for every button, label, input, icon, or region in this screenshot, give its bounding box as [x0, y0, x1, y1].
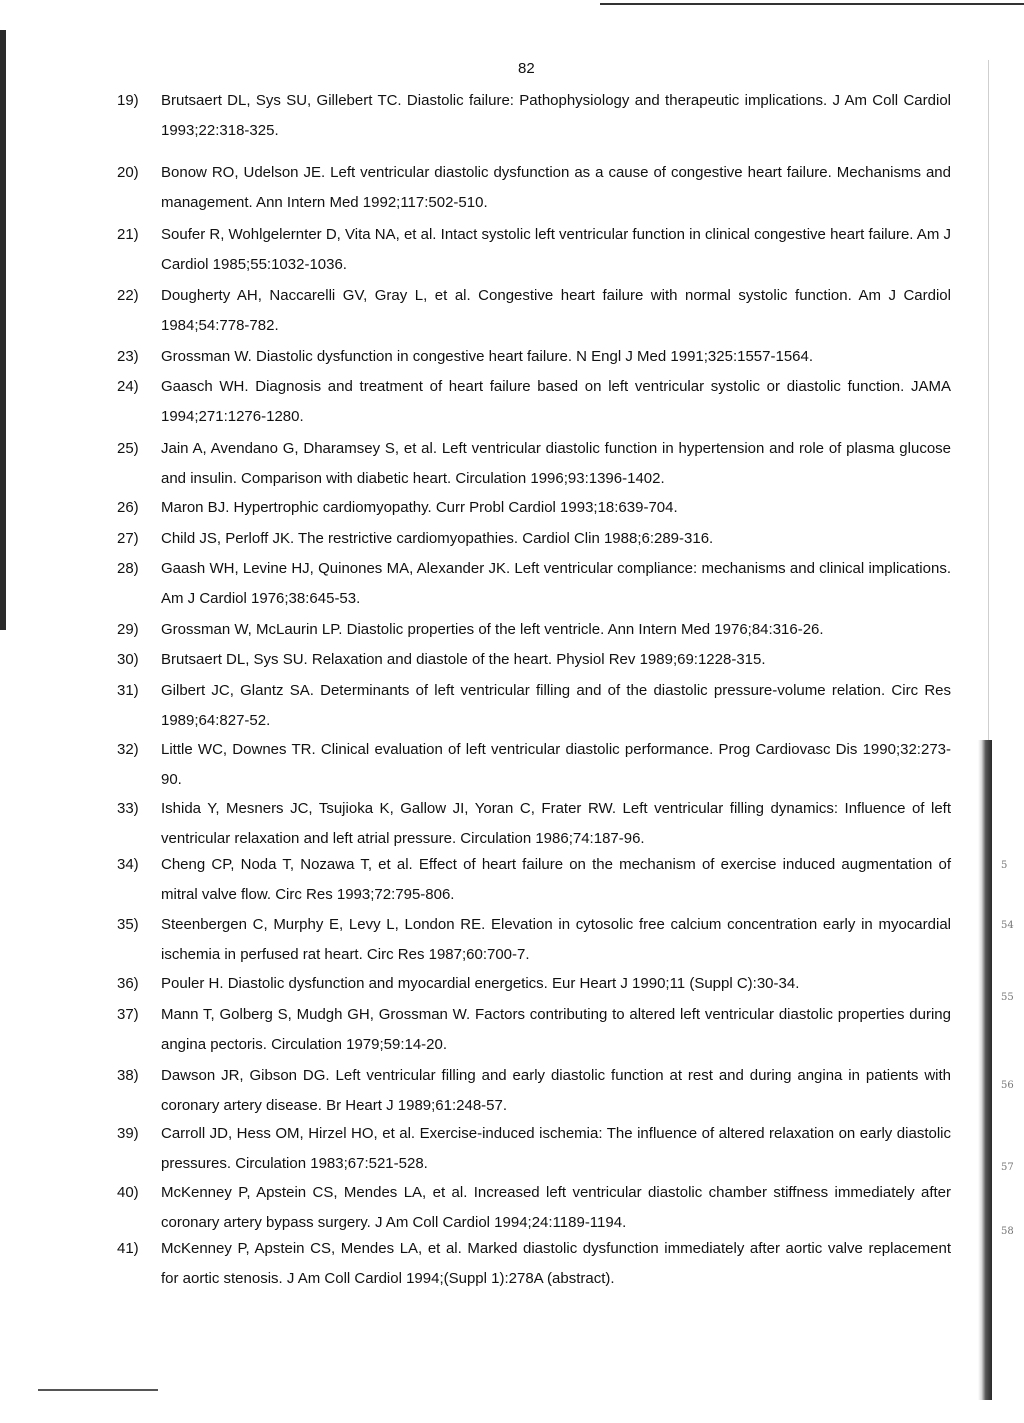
reference-number: 37): [117, 1006, 139, 1023]
reference-number: 39): [117, 1125, 139, 1142]
reference-number: 35): [117, 916, 139, 933]
reference-text: Jain A, Avendano G, Dharamsey S, et al. Left ventricular diastolic function in hypertension and role of plasma glucose and insulin. Comparison with diabetic heart. Circulation 1996;93:1396-1402.: [161, 440, 951, 487]
scan-artifact-bottom-rule: [38, 1389, 158, 1391]
reference-text: Brutsaert DL, Sys SU, Gillebert TC. Diastolic failure: Pathophysiology and therapeutic implications. J Am Coll Cardiol 1993;22:318-325.: [161, 92, 951, 139]
reference-text: Pouler H. Diastolic dysfunction and myocardial energetics. Eur Heart J 1990;11 (Suppl C):30-34.: [161, 975, 800, 992]
reference-number: 26): [117, 499, 139, 516]
reference-number: 25): [117, 440, 139, 457]
reference-number: 34): [117, 856, 139, 873]
reference-text: Grossman W, McLaurin LP. Diastolic properties of the left ventricle. Ann Intern Med 1976;84:316-26.: [161, 621, 824, 638]
scan-artifact-top-line: [600, 3, 1024, 5]
reference-text: Brutsaert DL, Sys SU. Relaxation and diastole of the heart. Physiol Rev 1989;69:1228-315.: [161, 651, 766, 668]
reference-text: Carroll JD, Hess OM, Hirzel HO, et al. Exercise-induced ischemia: The influence of altered relaxation on early diastolic pressures. Circulation 1983;67:521-528.: [161, 1125, 951, 1172]
reference-text: Child JS, Perloff JK. The restrictive cardiomyopathies. Cardiol Clin 1988;6:289-316.: [161, 530, 714, 547]
margin-mark: 56: [1001, 1080, 1014, 1091]
reference-number: 24): [117, 378, 139, 395]
scan-artifact-right-line: [988, 60, 989, 740]
scan-artifact-left-bar: [0, 30, 6, 630]
reference-text: Gilbert JC, Glantz SA. Determinants of left ventricular filling and of the diastolic pressure-volume relation. Circ Res 1989;64:827-52.: [161, 682, 951, 729]
margin-mark: 57: [1001, 1162, 1014, 1173]
reference-number: 20): [117, 164, 139, 181]
reference-number: 19): [117, 92, 139, 109]
reference-number: 41): [117, 1240, 139, 1257]
reference-number: 32): [117, 741, 139, 758]
margin-mark: 58: [1001, 1226, 1014, 1237]
reference-number: 29): [117, 621, 139, 638]
reference-text: Maron BJ. Hypertrophic cardiomyopathy. Curr Probl Cardiol 1993;18:639-704.: [161, 499, 678, 516]
page-number: 82: [518, 60, 535, 77]
reference-number: 40): [117, 1184, 139, 1201]
reference-text: McKenney P, Apstein CS, Mendes LA, et al. Increased left ventricular diastolic chamber stiffness immediately after coronary artery bypass surgery. J Am Coll Cardiol 1994;24:1189-1194.: [161, 1184, 951, 1231]
reference-text: Cheng CP, Noda T, Nozawa T, et al. Effect of heart failure on the mechanism of exercise induced augmentation of mitral valve flow. Circ Res 1993;72:795-806.: [161, 856, 951, 903]
reference-number: 23): [117, 348, 139, 365]
reference-number: 28): [117, 560, 139, 577]
reference-text: Soufer R, Wohlgelernter D, Vita NA, et al. Intact systolic left ventricular function in clinical congestive heart failure. Am J Cardiol 1985;55:1032-1036.: [161, 226, 951, 273]
reference-text: Dougherty AH, Naccarelli GV, Gray L, et al. Congestive heart failure with normal systolic function. Am J Cardiol 1984;54:778-782.: [161, 287, 951, 334]
margin-mark: 55: [1001, 992, 1014, 1003]
reference-text: McKenney P, Apstein CS, Mendes LA, et al. Marked diastolic dysfunction immediately after aortic valve replacement for aortic stenosis. J Am Coll Cardiol 1994;(Suppl 1):278A (abstract).: [161, 1240, 951, 1287]
reference-text: Dawson JR, Gibson DG. Left ventricular filling and early diastolic function at rest and during angina in patients with coronary artery disease. Br Heart J 1989;61:248-57.: [161, 1067, 951, 1114]
reference-text: Gaasch WH. Diagnosis and treatment of heart failure based on left ventricular systolic or diastolic function. JAMA 1994;271:1276-1280.: [161, 378, 951, 425]
reference-text: Mann T, Golberg S, Mudgh GH, Grossman W. Factors contributing to altered left ventricular diastolic properties during angina pectoris. Circulation 1979;59:14-20.: [161, 1006, 951, 1053]
reference-number: 30): [117, 651, 139, 668]
scan-artifact-right-edge: [978, 740, 992, 1400]
reference-number: 38): [117, 1067, 139, 1084]
reference-number: 33): [117, 800, 139, 817]
margin-mark: 54: [1001, 920, 1014, 931]
reference-number: 36): [117, 975, 139, 992]
reference-text: Grossman W. Diastolic dysfunction in congestive heart failure. N Engl J Med 1991;325:1557-1564.: [161, 348, 814, 365]
reference-text: Steenbergen C, Murphy E, Levy L, London RE. Elevation in cytosolic free calcium concentration early in myocardial ischemia in perfused rat heart. Circ Res 1987;60:700-7.: [161, 916, 951, 963]
margin-mark: 5: [1001, 860, 1008, 871]
reference-number: 27): [117, 530, 139, 547]
reference-text: Ishida Y, Mesners JC, Tsujioka K, Gallow JI, Yoran C, Frater RW. Left ventricular filling dynamics: Influence of left ventricular relaxation and left atrial pressure. Circulation 1986;74:187-96.: [161, 800, 951, 847]
reference-text: Gaash WH, Levine HJ, Quinones MA, Alexander JK. Left ventricular compliance: mechanisms and clinical implications. Am J Cardiol 1976;38:645-53.: [161, 560, 951, 607]
reference-number: 22): [117, 287, 139, 304]
reference-number: 31): [117, 682, 139, 699]
reference-text: Bonow RO, Udelson JE. Left ventricular diastolic dysfunction as a cause of congestive heart failure. Mechanisms and management. Ann Intern Med 1992;117:502-510.: [161, 164, 951, 211]
reference-text: Little WC, Downes TR. Clinical evaluation of left ventricular diastolic performance. Prog Cardiovasc Dis 1990;32:273-90.: [161, 741, 951, 788]
reference-number: 21): [117, 226, 139, 243]
